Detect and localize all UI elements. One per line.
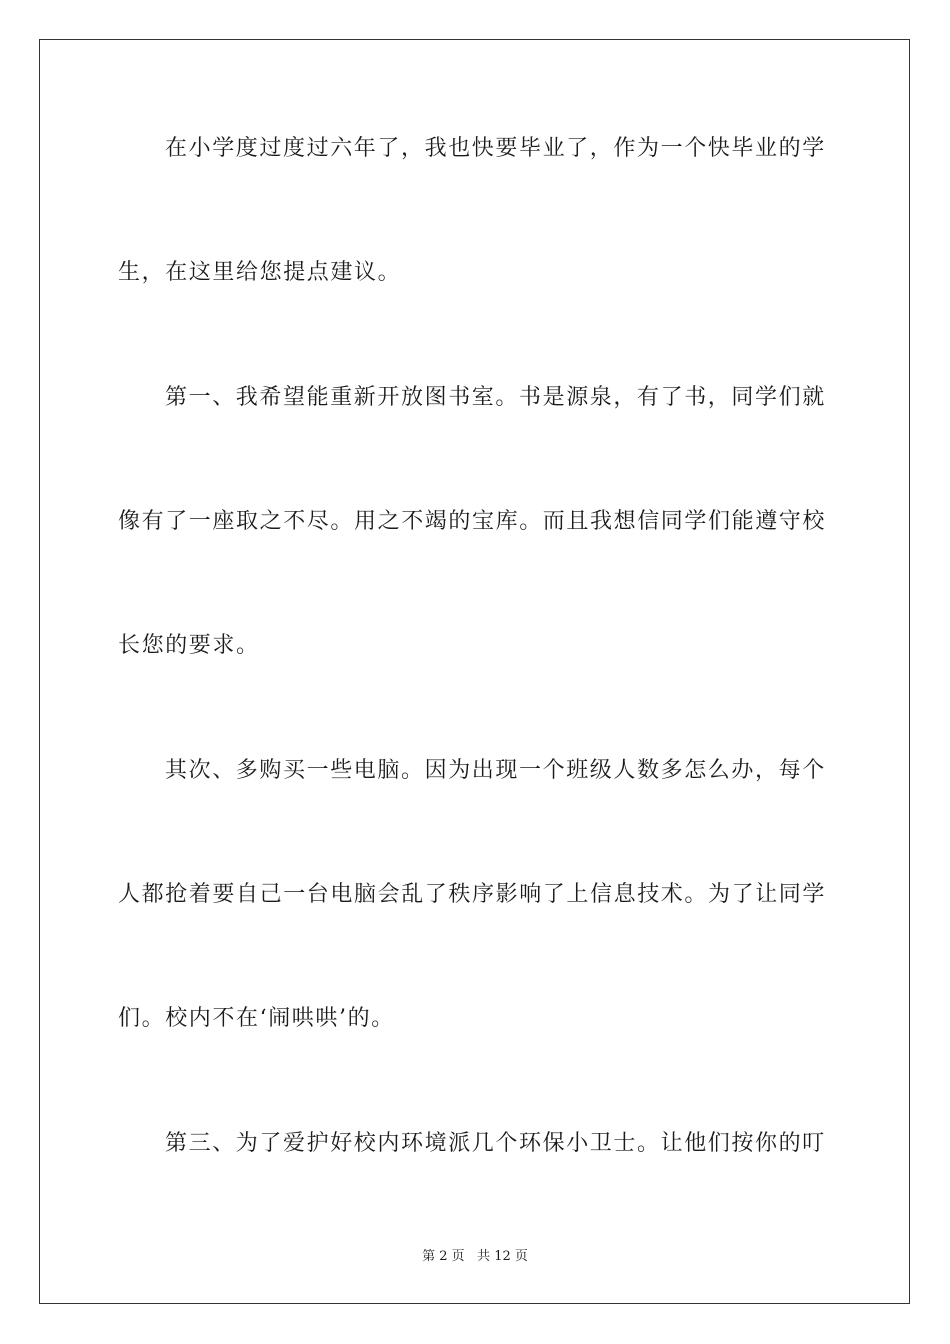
text-line-8: 们。校内不在‘闹哄哄’的。 — [118, 1006, 395, 1031]
text-line-3: 第一、我希望能重新开放图书室。书是源泉，有了书，同学们就 — [165, 385, 826, 410]
text-line-6: 其次、多购买一些电脑。因为出现一个班级人数多怎么办，每个 — [165, 758, 826, 783]
page-border — [39, 39, 910, 1304]
text-line-4: 像有了一座取之不尽。用之不竭的宝库。而且我想信同学们能遵守校 — [118, 509, 827, 534]
text-line-1: 在小学度过度过六年了，我也快要毕业了，作为一个快毕业的学 — [165, 136, 826, 161]
text-line-9: 第三、为了爱护好校内环境派几个环保小卫士。让他们按你的叮 — [165, 1131, 826, 1156]
text-line-2: 生，在这里给您提点建议。 — [118, 260, 402, 285]
text-line-7: 人都抢着要自己一台电脑会乱了秩序影响了上信息技术。为了让同学 — [118, 882, 827, 907]
text-line-5: 长您的要求。 — [118, 633, 260, 658]
page-number-footer: 第 2 页 共 12 页 — [422, 1249, 528, 1264]
